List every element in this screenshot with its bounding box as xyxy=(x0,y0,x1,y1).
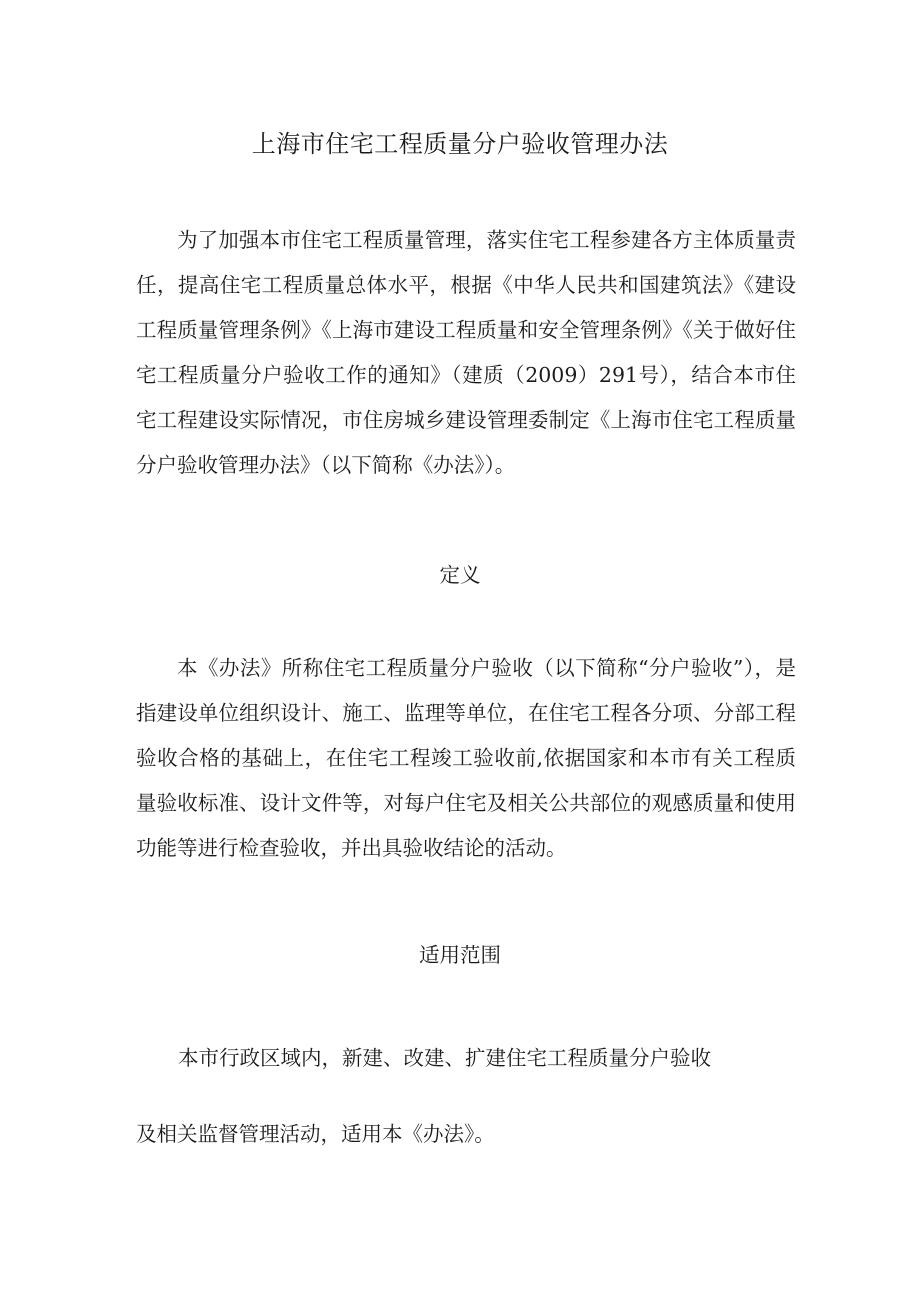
scope-line-2: 及相关监督管理活动，适用本《办法》。 xyxy=(136,1122,495,1146)
definition-paragraph: 本《办法》所称住宅工程质量分户验收（以下简称“分户验收”），是指建设单位组织设计、施工、监理等单位，在住宅工程各分项、分部工程验收合格的基础上，在住宅工程竣工验收前,依据国家和本市有关工程质量验收标准、设计文件等，对每户住宅及相关公共部位的观感质量和使用功能等进行检查验收，并出具验收结论的活动。 xyxy=(136,656,796,860)
intro-paragraph: 为了加强本市住宅工程质量管理，落实住宅工程参建各方主体质量责任，提高住宅工程质量总体水平，根据《中华人民共和国建筑法》《建设工程质量管理条例》《上海市建设工程质量和安全管理条例》《关于做好住宅工程质量分户验收工作的通知》（建质（2009）291号），结合本市住宅工程建设实际情况，市住房城乡建设管理委制定《上海市住宅工程质量分户验收管理办法》（以下简称《办法》）。 xyxy=(136,228,796,477)
scope-line-1: 本市行政区域内，新建、改建、扩建住宅工程质量分户验收 xyxy=(178,1046,711,1070)
section-heading-scope: 适用范围 xyxy=(419,943,501,967)
section-heading-definition: 定义 xyxy=(439,563,481,587)
document-title: 上海市住宅工程质量分户验收管理办法 xyxy=(251,130,669,158)
